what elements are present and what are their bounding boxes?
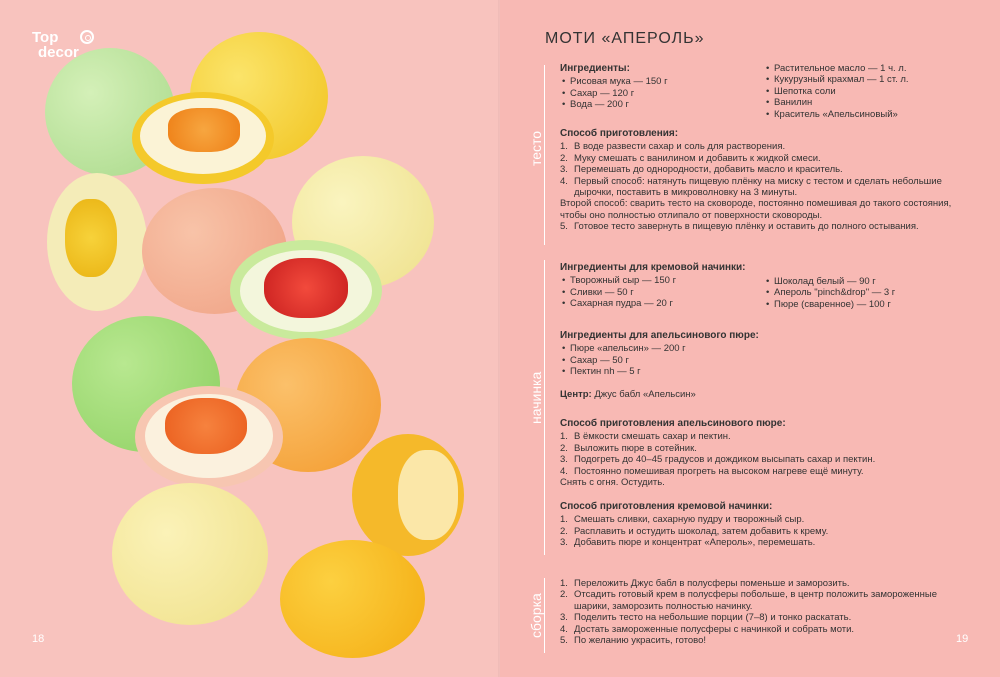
list-item: • Шепотка соли — [764, 86, 964, 97]
section-label-dough: тесто — [528, 130, 544, 166]
list-item: 1. Переложить Джус бабл в полусферы поменьше и заморозить. — [560, 578, 850, 589]
page-number-left: 18 — [32, 633, 45, 645]
list-item: 2. Муку смешать с ванилином и добавить к жидкой смеси. — [560, 152, 821, 164]
section-label-filling: начинка — [528, 371, 544, 424]
cream-ingredients-heading: Ингредиенты для кремовой начинки: — [560, 262, 746, 273]
list-item: Снять с огня. Остудить. — [560, 477, 665, 489]
list-item: • Сахар — 50 г — [560, 355, 860, 366]
list-item: • Сахарная пудра — 20 г — [560, 298, 760, 309]
section-divider-filling — [544, 260, 545, 555]
dough-ingredients-heading: Ингредиенты: — [560, 63, 630, 74]
cream-ingredients — [560, 262, 760, 310]
list-item: 5. Готовое тесто завернуть в пищевую плёнку и оставить до полного остывания. — [560, 221, 919, 233]
list-item: 2. Выложить пюре в сотейник. — [560, 442, 697, 454]
section-divider-dough — [544, 65, 545, 245]
list-item: • Ванилин — [764, 97, 964, 108]
orange-ingredients-heading: Ингредиенты для апельсинового пюре: — [560, 330, 759, 341]
list-item: • Апероль "pinch&drop" — 3 г — [764, 287, 964, 298]
list-item: 5. По желанию украсить, готово! — [560, 635, 707, 647]
list-item: • Сахар — 120 г — [560, 88, 760, 99]
list-item: • Пектин nh — 5 г — [560, 366, 860, 377]
mochi-cut-peach-orange — [135, 386, 283, 488]
list-item: 3. Перемешать до однородности, добавить масло и краситель. — [560, 164, 843, 176]
orange-puree-ingredients — [560, 330, 860, 378]
page-number-right: 19 — [956, 633, 969, 645]
list-item: 1. В воде развести сахар и соль для растворения. — [560, 141, 786, 153]
assembly-steps — [560, 578, 950, 646]
list-item: • Вода — 200 г — [560, 99, 760, 110]
list-item: 4. Постоянно помешивая прогреть на высоком нагреве ещё минуту. — [560, 465, 864, 477]
dough-ingredients — [560, 63, 760, 111]
list-item: • Пюре (сваренное) — 100 г — [764, 299, 964, 310]
list-item: • Краситель «Апельсиновый» — [764, 109, 964, 120]
dough-method-heading: Способ приготовления: — [560, 128, 679, 139]
list-item: 1. Смешать сливки, сахарную пудру и творожный сыр. — [560, 514, 805, 526]
top-decor-logo: Top decor — [32, 29, 79, 61]
cream-method-heading: Способ приготовления кремовой начинки: — [560, 501, 773, 512]
list-item: 3. Добавить пюре и концентрат «Апероль», перемешать. — [560, 537, 816, 549]
list-item: • Пюре «апельсин» — 200 г — [560, 343, 860, 354]
list-item: 2. Отсадить готовый крем в полусферы побольше, в центр положить замороженные шарики, заморозить полностью начинку. — [560, 589, 937, 612]
section-label-assembly: сборка — [528, 593, 544, 638]
section-divider-assembly — [544, 578, 545, 653]
list-item: 4. Первый способ: натянуть пищевую плёнку на миску с тестом и сделать небольшие дырочки, поставить в микроволновку на 3 минуты. — [560, 175, 942, 199]
cream-method — [560, 501, 960, 549]
orange-method-heading: Способ приготовления апельсинового пюре: — [560, 418, 786, 429]
list-item: 1. В ёмкости смешать сахар и пектин. — [560, 431, 731, 443]
center-line — [560, 389, 860, 400]
list-item: 3. Поделить тесто на небольшие порции (7–8) и тонко раскатать. — [560, 612, 852, 624]
list-item: • Сливки — 50 г — [560, 287, 760, 298]
mochi-yellow-half — [280, 540, 425, 658]
list-item: 4. Достать замороженные полусферы с начинкой и собрать моти. — [560, 623, 855, 635]
mochi-cut-cream-yellow — [47, 173, 147, 311]
mochi-cream-bottom — [112, 483, 268, 625]
orange-puree-method — [560, 418, 960, 488]
list-item: 3. Подогреть до 40–45 градусов и дождиком высыпать сахар и пектин. — [560, 454, 876, 466]
list-item: • Рисовая мука — 150 г — [560, 76, 760, 87]
center-label: Центр: — [560, 389, 592, 400]
mochi-cut-green-red — [230, 240, 382, 340]
mochi-cut-yellow-orange — [132, 92, 274, 184]
dough-ingredients-col2 — [764, 63, 964, 120]
list-item: • Творожный сыр — 150 г — [560, 275, 760, 286]
list-item: 2. Расплавить и остудить шоколад, затем добавить к крему. — [560, 525, 829, 537]
mochi-cut-yellow-slice — [352, 434, 464, 556]
list-item: • Растительное масло — 1 ч. л. — [764, 63, 964, 74]
list-item: • Кукурузный крахмал — 1 ст. л. — [764, 74, 964, 85]
list-item: • Шоколад белый — 90 г — [764, 276, 964, 287]
recipe-title: МОТИ «АПЕРОЛЬ» — [545, 30, 705, 47]
list-item: Второй способ: сварить тесто на сковороде, постоянно помешивая до такого состояния, чтобы оно полностью отлипало от поверхности сковороды. — [560, 198, 952, 221]
flower-logo-icon — [80, 30, 94, 44]
cream-ingredients-col2 — [764, 276, 964, 310]
dough-method — [560, 128, 965, 233]
center-value: Джус бабл «Апельсин» — [594, 389, 696, 400]
